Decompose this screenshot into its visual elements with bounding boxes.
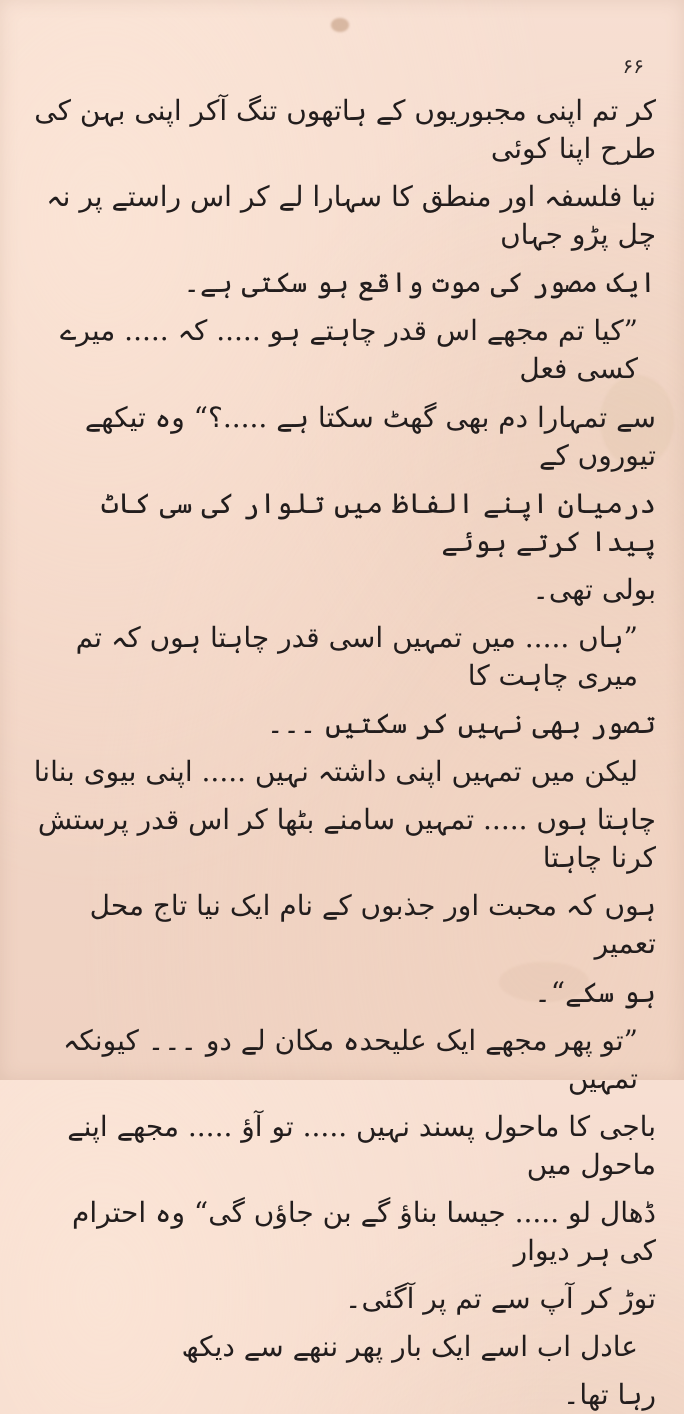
text-line: عادل اب اسے ایک بار پھر ننھے سے دیکھ xyxy=(181,1330,638,1364)
text-line: باجی کا ماحول پسند نہیں ..... تو آؤ ..... مجھے اپنے ماحول میں xyxy=(67,1109,656,1181)
text-line: ”تو پھر مجھے ایک علیحدہ مکان لے دو ۔۔۔ کیونکہ تمہیں xyxy=(62,1023,638,1095)
text-line: سے تمہارا دم بھی گھٹ سکتا ہے .....؟“ وہ تیکھے تیوروں کے xyxy=(84,400,656,472)
text-line: نیا فلسفہ اور منطق کا سہارا لے کر اس راستے پر نہ چل پڑو جہاں xyxy=(46,180,656,252)
text-line: درمیان اپنے الفاظ میں تلوار کی سی کاٹ پیدا کرتے ہوئے xyxy=(101,486,656,558)
text-line: ایک مصور کی موت واقع ہو سکتی ہے۔ xyxy=(183,266,656,300)
text-line: ڈھال لو ..... جیسا بناؤ گے بن جاؤں گی“ وہ احترام کی ہر دیوار xyxy=(72,1195,656,1268)
text-line: ہو سکے“۔ xyxy=(534,975,656,1009)
text-line: رہا تھا۔ xyxy=(563,1378,656,1412)
text-line: توڑ کر آپ سے تم پر آگئی۔ xyxy=(345,1282,656,1316)
paper-stain-top xyxy=(331,18,349,32)
urdu-text-block xyxy=(28,92,656,1414)
text-line: ”ہاں ..... میں تمہیں اسی قدر چاہتا ہوں کہ تم میری چاہت کا xyxy=(75,620,638,693)
text-line: تصور بھی نہیں کر سکتیں ۔۔۔ xyxy=(266,707,656,741)
text-line: لیکن میں تمہیں اپنی داشتہ نہیں ..... اپنی بیوی بنانا xyxy=(33,755,638,789)
text-line: بولی تھی۔ xyxy=(532,572,656,606)
text-line: ہوں کہ محبت اور جذبوں کے نام ایک نیا تاج محل تعمیر xyxy=(89,889,656,961)
text-line: ”کیا تم مجھے اس قدر چاہتے ہو ..... کہ ..... میرے کسی فعل xyxy=(59,314,638,386)
text-line: کر تم اپنی مجبوریوں کے ہاتھوں تنگ آکر اپنی بہن کی طرح اپنا کوئی xyxy=(34,94,656,166)
text-line: چاہتا ہوں ..... تمہیں سامنے بٹھا کر اس قدر پرستش کرنا چاہتا xyxy=(37,803,656,875)
page-number: ۶۶ xyxy=(622,54,644,78)
